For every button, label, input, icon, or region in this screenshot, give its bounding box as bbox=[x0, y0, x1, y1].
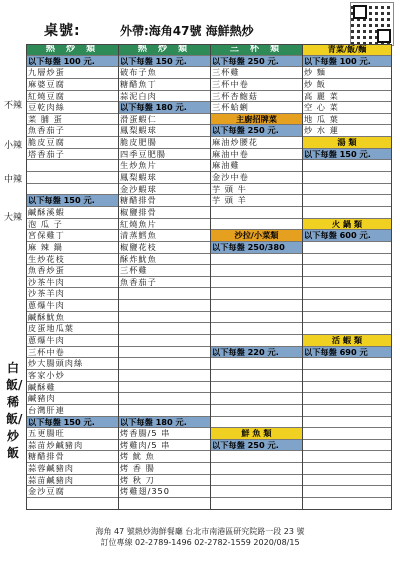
menu-item bbox=[302, 300, 392, 312]
menu-item bbox=[26, 160, 119, 172]
price-header: 以下每盤 250 元. bbox=[210, 125, 303, 137]
menu-item[interactable]: 生炒花枝 bbox=[26, 254, 119, 266]
menu-item[interactable]: 泡 瓜 子 bbox=[26, 219, 119, 231]
category-header: 活 蝦 類 bbox=[302, 335, 392, 347]
menu-item bbox=[302, 242, 392, 254]
menu-item bbox=[302, 207, 392, 219]
menu-item[interactable]: 烤 香 腸 bbox=[118, 463, 211, 475]
menu-item bbox=[302, 288, 392, 300]
price-header: 以下每盤 690 元 bbox=[302, 347, 392, 359]
takeout-title: 外帶:海角47號 海鮮熱炒 bbox=[120, 24, 254, 38]
menu-item bbox=[302, 475, 392, 487]
menu-item[interactable]: 空 心 菜 bbox=[302, 102, 392, 114]
menu-item bbox=[210, 405, 303, 417]
price-header: 以下每盤 150 元. bbox=[26, 195, 119, 207]
menu-item[interactable]: 魚香茄子 bbox=[26, 125, 119, 137]
menu-item[interactable]: 宮保雞丁 bbox=[26, 230, 119, 242]
menu-item bbox=[302, 440, 392, 452]
category-header: 火 鍋 類 bbox=[302, 219, 392, 231]
menu-item[interactable]: 酥炸魷魚 bbox=[118, 254, 211, 266]
menu-item[interactable]: 鹹酥雞 bbox=[26, 382, 119, 394]
menu-item bbox=[302, 323, 392, 335]
menu-header bbox=[0, 0, 400, 44]
menu-item[interactable]: 炒 水 蓮 bbox=[302, 125, 392, 137]
menu-item[interactable]: 蔥爆牛肉 bbox=[26, 335, 119, 347]
menu-item bbox=[118, 358, 211, 370]
menu-item[interactable]: 鹹酥溪蝦 bbox=[26, 207, 119, 219]
menu-item bbox=[302, 312, 392, 324]
category-header: 三 杯 類 bbox=[210, 44, 303, 56]
menu-column-2 bbox=[118, 44, 211, 498]
footer-address: 海角 47 號熱炒海鮮餐廳 台北市南港區研究院路一段 23 號 bbox=[95, 527, 305, 536]
menu-item[interactable]: 生炒魚片 bbox=[118, 160, 211, 172]
menu-item[interactable]: 糖醋排骨 bbox=[118, 195, 211, 207]
price-header: 以下每盤 100 元. bbox=[302, 56, 392, 68]
menu-item[interactable]: 皮蛋地瓜葉 bbox=[26, 323, 119, 335]
menu-item[interactable]: 金沙蝦球 bbox=[118, 184, 211, 196]
category-header: 熱 炒 類 bbox=[118, 44, 211, 56]
menu-item[interactable]: 蒜泥白肉 bbox=[118, 91, 211, 103]
menu-item bbox=[210, 451, 303, 463]
category-header: 湯 類 bbox=[302, 137, 392, 149]
menu-item[interactable]: 芋 頭 牛 bbox=[210, 184, 303, 196]
menu-item[interactable]: 魚香茄子 bbox=[118, 277, 211, 289]
menu-item[interactable]: 烤雞翅/350 bbox=[118, 486, 211, 498]
menu-column-1 bbox=[26, 44, 119, 498]
menu-item bbox=[302, 358, 392, 370]
category-header: 沙拉/小菜類 bbox=[210, 230, 303, 242]
menu-item[interactable]: 烤 魷 魚 bbox=[118, 451, 211, 463]
menu-item bbox=[210, 463, 303, 475]
menu-item[interactable]: 金沙豆腐 bbox=[26, 486, 119, 498]
menu-item[interactable]: 鳳梨蝦球 bbox=[118, 172, 211, 184]
menu-item[interactable]: 高 麗 菜 bbox=[302, 91, 392, 103]
menu-item[interactable]: 地 瓜 葉 bbox=[302, 114, 392, 126]
menu-item bbox=[210, 486, 303, 498]
menu-item[interactable]: 台灣肝連 bbox=[26, 405, 119, 417]
menu-column-3 bbox=[210, 44, 303, 498]
category-header: 主廚招牌菜 bbox=[210, 114, 303, 126]
menu-item bbox=[118, 382, 211, 394]
menu-item[interactable]: 蒜苗鹹豬肉 bbox=[26, 475, 119, 487]
category-header: 熱 炒 類 bbox=[26, 44, 119, 56]
price-header: 以下每盤 250 元. bbox=[210, 440, 303, 452]
menu-item[interactable]: 麻油炒腰花 bbox=[210, 137, 303, 149]
column-divider bbox=[210, 44, 211, 510]
menu-item bbox=[302, 160, 392, 172]
menu-item bbox=[302, 195, 392, 207]
menu-item bbox=[210, 288, 303, 300]
price-header: 以下每盤 100 元. bbox=[26, 56, 119, 68]
price-header: 以下每盤 250/380 bbox=[210, 242, 303, 254]
menu-item[interactable]: 沙茶牛肉 bbox=[26, 277, 119, 289]
menu-item bbox=[210, 300, 303, 312]
side-label-mid: 中辣 bbox=[4, 175, 23, 185]
price-header: 以下每盤 180 元. bbox=[118, 417, 211, 429]
menu-item bbox=[118, 405, 211, 417]
menu-item bbox=[302, 172, 392, 184]
menu-item[interactable]: 麻油雞 bbox=[210, 160, 303, 172]
menu-item[interactable]: 麻 辣 鍋 bbox=[26, 242, 119, 254]
menu-item[interactable]: 芋 頭 羊 bbox=[210, 195, 303, 207]
menu-item bbox=[118, 347, 211, 359]
menu-item[interactable]: 三杯雞 bbox=[118, 265, 211, 277]
side-vertical-label: 白飯/稀飯/炒飯 bbox=[6, 361, 23, 460]
menu-item bbox=[210, 323, 303, 335]
menu-item[interactable]: 四季豆肥腸 bbox=[118, 149, 211, 161]
menu-item bbox=[118, 370, 211, 382]
menu-item bbox=[302, 254, 392, 266]
menu-item[interactable]: 九層炒蛋 bbox=[26, 67, 119, 79]
menu-item[interactable]: 炒 麵 bbox=[302, 67, 392, 79]
menu-item bbox=[118, 393, 211, 405]
price-header: 以下每盤 250 元. bbox=[210, 56, 303, 68]
price-header: 以下每盤 220 元. bbox=[210, 347, 303, 359]
menu-item[interactable]: 五更腸旺 bbox=[26, 428, 119, 440]
menu-item bbox=[118, 300, 211, 312]
menu-item bbox=[210, 265, 303, 277]
menu-item[interactable]: 三杯中卷 bbox=[210, 79, 303, 91]
menu-item bbox=[302, 451, 392, 463]
menu-item[interactable]: 椒鹽排骨 bbox=[118, 207, 211, 219]
table-number-label: 桌號: bbox=[44, 23, 81, 39]
menu-item[interactable]: 蒜蓉鹹豬肉 bbox=[26, 463, 119, 475]
menu-item bbox=[302, 382, 392, 394]
menu-item[interactable]: 鳳梨蝦球 bbox=[118, 125, 211, 137]
menu-item bbox=[302, 393, 392, 405]
menu-item[interactable]: 蒜苗炒鹹豬肉 bbox=[26, 440, 119, 452]
menu-item bbox=[302, 277, 392, 289]
menu-item[interactable]: 客家小炒 bbox=[26, 370, 119, 382]
menu-item bbox=[210, 254, 303, 266]
menu-item[interactable]: 沙茶羊肉 bbox=[26, 288, 119, 300]
menu-item[interactable]: 三杯蛤蜊 bbox=[210, 102, 303, 114]
menu-item bbox=[118, 312, 211, 324]
menu-item bbox=[210, 382, 303, 394]
menu-item[interactable]: 烤雞肉/5 串 bbox=[118, 440, 211, 452]
menu-item[interactable]: 烤香腸/5 串 bbox=[118, 428, 211, 440]
menu-item[interactable]: 麻婆豆腐 bbox=[26, 79, 119, 91]
category-header: 青菜/飯/麵 bbox=[302, 44, 392, 56]
menu-column-4 bbox=[302, 44, 392, 498]
menu-item bbox=[210, 370, 303, 382]
menu-item bbox=[210, 207, 303, 219]
menu-item bbox=[302, 417, 392, 429]
menu-item[interactable]: 三杯杏鮑菇 bbox=[210, 91, 303, 103]
price-header: 以下每盤 150 元. bbox=[26, 417, 119, 429]
menu-item bbox=[302, 370, 392, 382]
menu-item bbox=[118, 288, 211, 300]
menu-item bbox=[302, 184, 392, 196]
menu-item[interactable]: 麻油中卷 bbox=[210, 149, 303, 161]
menu-item[interactable]: 糖醋魚丁 bbox=[118, 79, 211, 91]
menu-item[interactable]: 菜 脯 蛋 bbox=[26, 114, 119, 126]
menu-item bbox=[210, 335, 303, 347]
menu-item bbox=[302, 428, 392, 440]
menu-item bbox=[210, 219, 303, 231]
column-divider bbox=[302, 44, 303, 510]
menu-item bbox=[210, 277, 303, 289]
category-header: 鮮 魚 類 bbox=[210, 428, 303, 440]
menu-item[interactable]: 豆乾肉絲 bbox=[26, 102, 119, 114]
side-label-mild: 不辣 bbox=[4, 101, 23, 111]
menu-item bbox=[210, 312, 303, 324]
price-header: 以下每盤 600 元. bbox=[302, 230, 392, 242]
price-header: 以下每盤 150 元. bbox=[118, 56, 211, 68]
menu-item[interactable]: 鹹豬肉 bbox=[26, 393, 119, 405]
menu-item bbox=[26, 172, 119, 184]
menu-item bbox=[302, 405, 392, 417]
menu-item[interactable]: 脆皮肥腸 bbox=[118, 137, 211, 149]
menu-item[interactable]: 炒 飯 bbox=[302, 79, 392, 91]
menu-item[interactable]: 烤 秋 刀 bbox=[118, 475, 211, 487]
menu-item[interactable]: 塔香茄子 bbox=[26, 149, 119, 161]
side-label-hot: 大辣 bbox=[4, 213, 23, 223]
menu-item bbox=[210, 393, 303, 405]
menu-item[interactable]: 金沙中卷 bbox=[210, 172, 303, 184]
menu-item[interactable]: 滑蛋蝦仁 bbox=[118, 114, 211, 126]
menu-item[interactable]: 破布子魚 bbox=[118, 67, 211, 79]
menu-item bbox=[210, 417, 303, 429]
menu-item bbox=[210, 358, 303, 370]
price-header: 以下每盤 150 元. bbox=[302, 149, 392, 161]
menu-item[interactable]: 椒鹽花枝 bbox=[118, 242, 211, 254]
menu-item bbox=[302, 486, 392, 498]
menu-item[interactable]: 紅燒豆腐 bbox=[26, 91, 119, 103]
menu-item bbox=[118, 323, 211, 335]
menu-item[interactable]: 糖醋排骨 bbox=[26, 451, 119, 463]
menu-item bbox=[26, 184, 119, 196]
column-divider bbox=[118, 44, 119, 510]
menu-item[interactable]: 魚香炒蛋 bbox=[26, 265, 119, 277]
menu-item[interactable]: 清蒸鱈魚 bbox=[118, 230, 211, 242]
menu-item[interactable]: 三杯中卷 bbox=[26, 347, 119, 359]
menu-item[interactable]: 鹹酥魷魚 bbox=[26, 312, 119, 324]
menu-item bbox=[210, 475, 303, 487]
price-header: 以下每盤 180 元. bbox=[118, 102, 211, 114]
menu-item[interactable]: 炒大腸頭肉絲 bbox=[26, 358, 119, 370]
menu-item[interactable]: 紅燒魚片 bbox=[118, 219, 211, 231]
menu-item bbox=[302, 463, 392, 475]
side-label-low: 小辣 bbox=[4, 141, 23, 151]
menu-item[interactable]: 脆皮豆腐 bbox=[26, 137, 119, 149]
menu-item bbox=[118, 335, 211, 347]
menu-item[interactable]: 蔥爆牛肉 bbox=[26, 300, 119, 312]
footer-phone: 訂位專線 02-2789-1496 02-2782-1559 2020/08/15 bbox=[100, 538, 300, 547]
menu-item[interactable]: 三杯雞 bbox=[210, 67, 303, 79]
menu-item bbox=[302, 265, 392, 277]
menu-footer bbox=[0, 526, 400, 548]
qr-code-icon bbox=[350, 2, 394, 46]
